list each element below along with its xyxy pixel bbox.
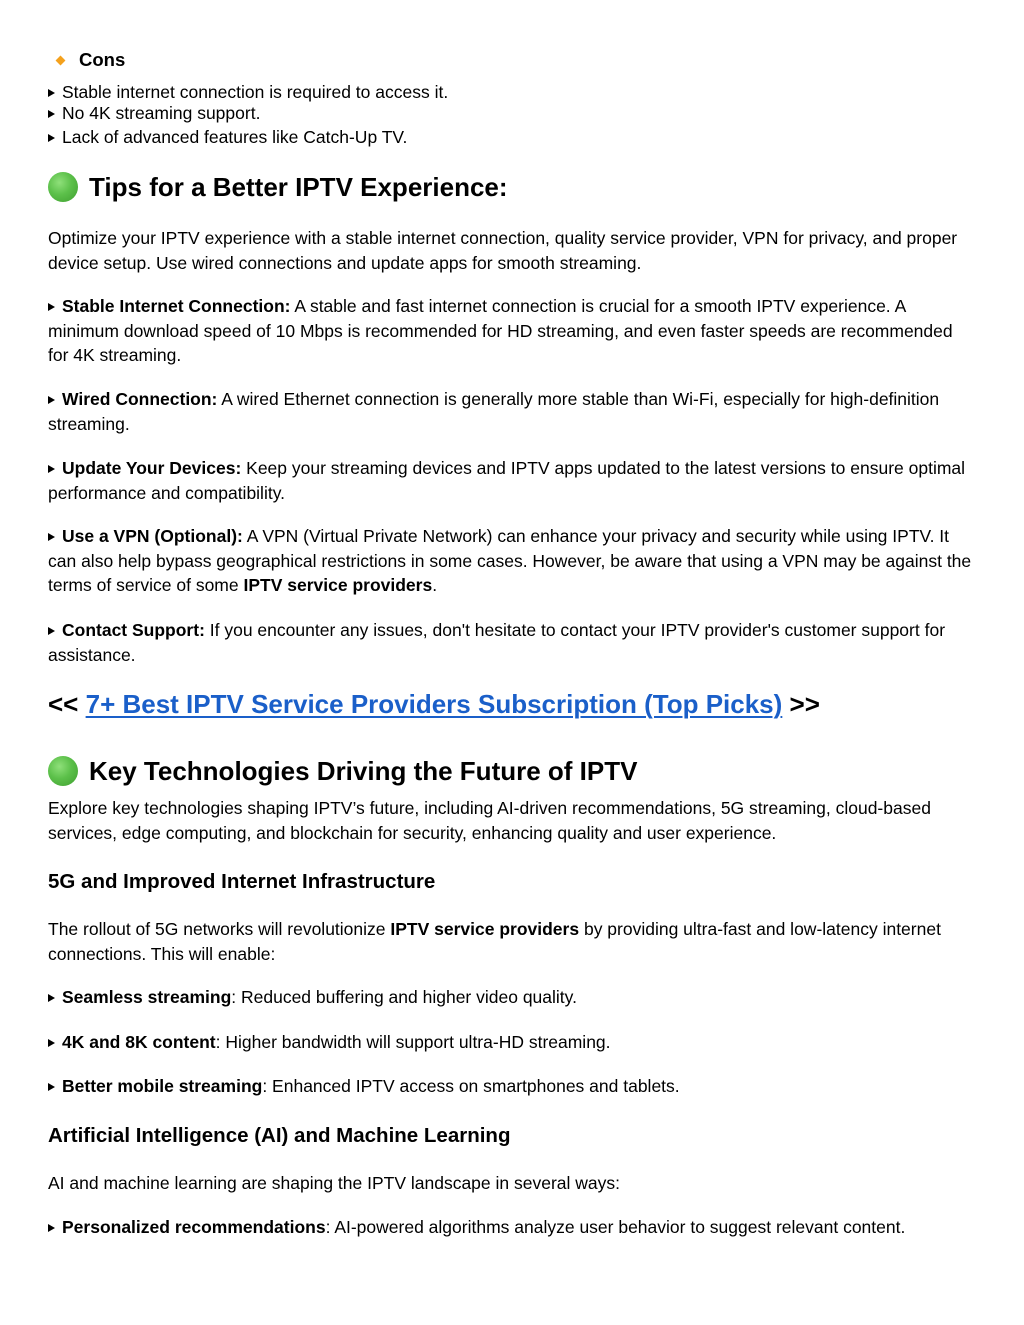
tips-intro: Optimize your IPTV experience with a stable internet connection, quality service provider, VPN for privacy, and proper device setup. Use wired connections and update apps for smooth streaming. [48, 228, 958, 273]
tip-item: Wired Connection: A wired Ethernet connection is generally more stable than Wi-Fi, especially for high-definition streaming. [48, 389, 940, 434]
tip-item: Use a VPN (Optional): A VPN (Virtual Private Network) can enhance your privacy and security while using IPTV. It can also help bypass geographical restrictions in some cases. However, be aware that using a VPN may be against the terms of service of some IPTV service providers. [48, 526, 972, 595]
triangle-bullet-icon [48, 1039, 55, 1047]
tip-item: Contact Support: If you encounter any issues, don't hesitate to contact your IPTV provider's customer support for assistance. [48, 620, 946, 665]
cons-item: No 4K streaming support. [48, 101, 260, 126]
tip-item: Update Your Devices: Keep your streaming devices and IPTV apps updated to the latest versions to ensure optimal performance and compatibility. [48, 458, 966, 503]
fiveg-item: Seamless streaming: Reduced buffering and higher video quality. [48, 985, 577, 1010]
ai-heading: Artificial Intelligence (AI) and Machine Learning [48, 1124, 511, 1147]
providers-link[interactable]: 7+ Best IPTV Service Providers Subscription (Top Picks) [85, 689, 783, 719]
triangle-bullet-icon [48, 627, 55, 635]
triangle-bullet-icon [48, 89, 55, 97]
cons-title: Cons [79, 49, 126, 70]
tip-item: Stable Internet Connection: A stable and fast internet connection is crucial for a smooth IPTV experience. A minimum download speed of 10 Mbps is recommended for HD streaming, and even faster speeds are recommended for 4K streaming. [48, 296, 953, 365]
diamond-bullet-icon [56, 56, 66, 66]
cons-item: Stable internet connection is required to access it. [48, 80, 448, 105]
providers-link-line: << 7+ Best IPTV Service Providers Subscription (Top Picks) >> [48, 689, 820, 719]
triangle-bullet-icon [48, 110, 55, 118]
green-circle-icon [48, 756, 78, 786]
triangle-bullet-icon [48, 134, 55, 142]
fiveg-item: Better mobile streaming: Enhanced IPTV access on smartphones and tablets. [48, 1074, 680, 1099]
triangle-bullet-icon [48, 303, 55, 311]
tech-intro: Explore key technologies shaping IPTV’s future, including AI-driven recommendations, 5G streaming, cloud-based services, edge computing, and blockchain for security, enhancing quality and user experience. [48, 798, 931, 843]
fiveg-intro: The rollout of 5G networks will revolutionize IPTV service providers by providing ultra-fast and low-latency internet connections. This will enable: [48, 919, 941, 964]
cons-item: Lack of advanced features like Catch-Up TV. [48, 125, 407, 150]
ai-intro: AI and machine learning are shaping the IPTV landscape in several ways: [48, 1173, 620, 1193]
triangle-bullet-icon [48, 396, 55, 404]
triangle-bullet-icon [48, 1224, 55, 1232]
tech-heading: Key Technologies Driving the Future of IPTV [48, 755, 637, 787]
ai-item: Personalized recommendations: AI-powered algorithms analyze user behavior to suggest relevant content. [48, 1215, 905, 1240]
triangle-bullet-icon [48, 994, 55, 1002]
triangle-bullet-icon [48, 465, 55, 473]
triangle-bullet-icon [48, 1083, 55, 1091]
green-circle-icon [48, 172, 78, 202]
triangle-bullet-icon [48, 533, 55, 541]
fiveg-item: 4K and 8K content: Higher bandwidth will support ultra-HD streaming. [48, 1030, 611, 1055]
tips-heading: Tips for a Better IPTV Experience: [48, 171, 508, 203]
fiveg-heading: 5G and Improved Internet Infrastructure [48, 870, 436, 893]
